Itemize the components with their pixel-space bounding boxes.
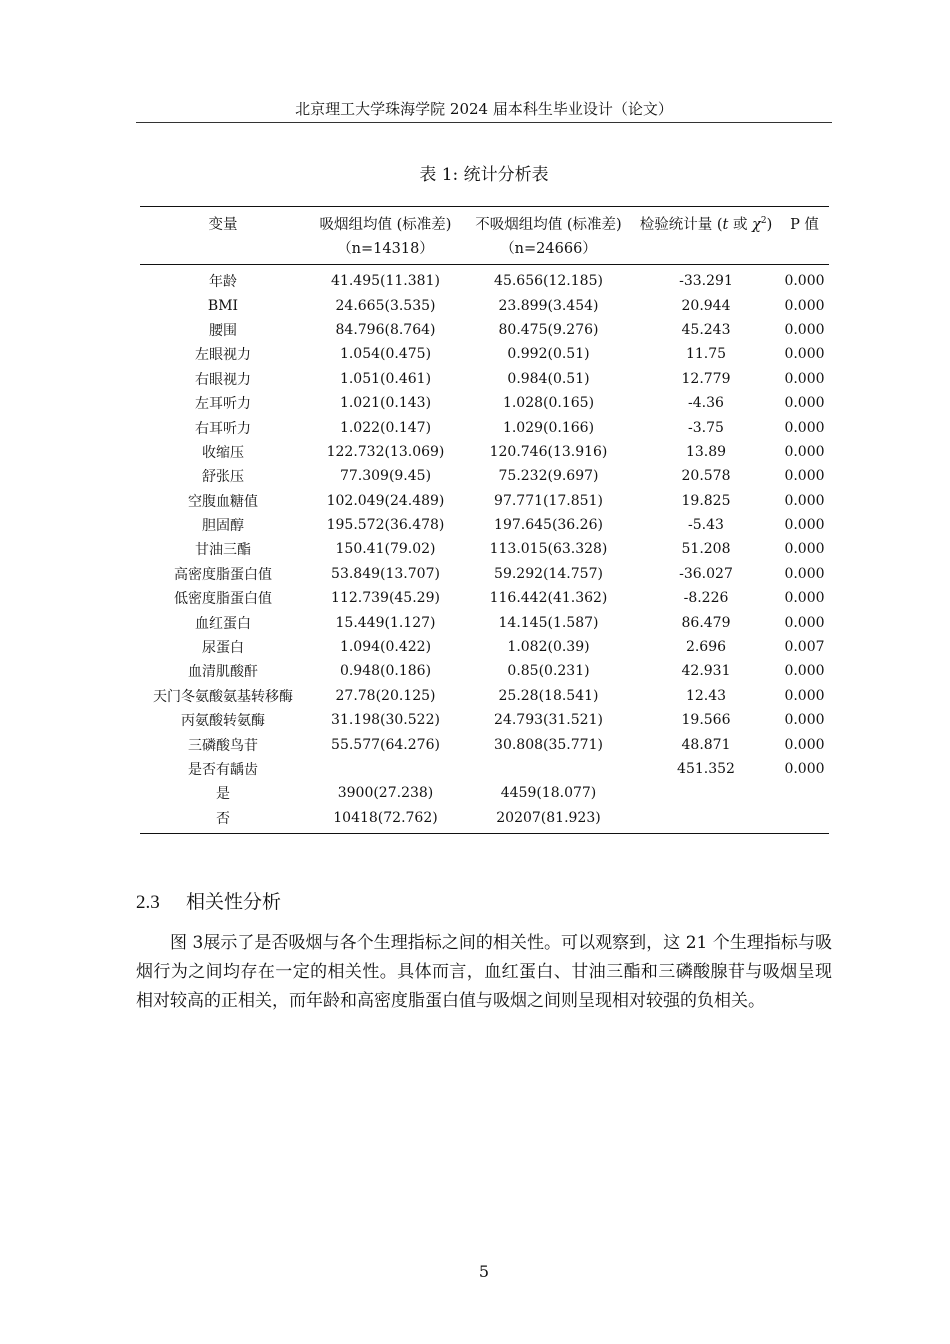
cell-statistic: 86.479 [681,614,731,631]
table-row [140,318,829,342]
cell-statistic [632,806,780,834]
table-row [140,489,829,513]
cell-statistic: 45.243 [681,321,731,338]
cell-variable: 天门冬氨酸氨基转移酶 [153,688,293,705]
cell-nonsmoker-mean: 197.645(36.26) [494,517,603,534]
cell-p-value: 0.000 [784,443,825,460]
cell-nonsmoker-mean: 116.442(41.362) [489,590,608,607]
cell-variable: 否 [140,806,306,834]
table-row [140,732,829,756]
cell-p-value: 0.000 [784,712,825,729]
cell-statistic: 19.566 [681,712,731,729]
cell-nonsmoker-mean: 30.808(35.771) [494,736,603,753]
cell-statistic: -8.226 [683,590,729,607]
table-row [140,367,829,391]
cell-nonsmoker-mean [465,757,632,781]
cell-nonsmoker-mean: 0.984(0.51) [507,370,590,387]
table-row [140,684,829,708]
header-nonsmoker: 不吸烟组均值 (标准差) [465,207,632,236]
table-header-row [140,207,829,236]
cell-variable: 血红蛋白 [195,615,251,632]
header-statistic-mid: 或 [728,216,753,233]
cell-nonsmoker-mean: 24.793(31.521) [494,712,603,729]
cell-statistic: 20.944 [681,297,731,314]
cell-smoker-mean: 122.732(13.069) [326,443,445,460]
cell-statistic: 20.578 [681,468,731,485]
table-row [140,440,829,464]
table-row [140,586,829,610]
table-row [140,781,829,805]
cell-nonsmoker-mean: 23.899(3.454) [498,297,599,314]
cell-statistic: 12.779 [681,370,731,387]
header-empty [140,235,306,265]
cell-smoker-mean: 10418(72.762) [306,806,465,834]
running-header: 北京理工大学珠海学院 2024 届本科生毕业设计（论文） [295,100,673,118]
cell-p-value: 0.000 [784,346,825,363]
cell-variable: 三磷酸鸟苷 [188,737,258,754]
header-statistic-suffix: ) [766,216,773,233]
header-p-value: P 值 [780,207,829,236]
cell-variable: 右眼视力 [195,371,251,388]
cell-nonsmoker-mean: 1.082(0.39) [507,639,590,656]
cell-variable: 年龄 [209,274,237,291]
statistics-table [140,206,829,834]
cell-p-value: 0.007 [784,639,825,656]
cell-smoker-mean: 1.051(0.461) [339,370,432,387]
cell-statistic: 48.871 [681,736,731,753]
cell-smoker-mean: 102.049(24.489) [326,492,445,509]
section-number: 2.3 [136,892,160,913]
cell-nonsmoker-mean: 113.015(63.328) [489,541,608,558]
table-row [140,610,829,634]
header-smoker: 吸烟组均值 (标准差) [306,207,465,236]
cell-statistic: -33.291 [679,273,733,290]
cell-p-value: 0.000 [784,590,825,607]
cell-smoker-mean: 27.78(20.125) [335,687,436,704]
cell-p-value: 0.000 [784,395,825,412]
header-statistic-t: t [722,216,729,233]
cell-variable: 空腹血糖值 [188,493,258,510]
table-row [140,415,829,439]
cell-p-value [780,781,829,805]
cell-statistic: -36.027 [679,565,733,582]
cell-statistic: 11.75 [685,346,727,363]
cell-variable: 左耳听力 [195,396,251,413]
cell-nonsmoker-mean: 4459(18.077) [500,785,597,802]
cell-variable: 右耳听力 [195,420,251,437]
cell-p-value: 0.000 [784,541,825,558]
cell-statistic: 2.696 [685,639,727,656]
cell-variable: 丙氨酸转氨酶 [181,713,265,730]
cell-variable: 左眼视力 [195,347,251,364]
cell-smoker-mean: 112.739(45.29) [331,590,440,607]
cell-smoker-mean: 77.309(9.45) [339,468,432,485]
table-row [140,342,829,366]
cell-variable: 血清肌酸酐 [188,664,258,681]
cell-statistic [632,781,780,805]
table-row [140,537,829,561]
cell-nonsmoker-mean: 0.85(0.231) [507,663,590,680]
cell-variable: 收缩压 [202,444,244,461]
cell-variable: 是 [216,786,230,803]
cell-variable: BMI [207,297,239,314]
table-row [140,391,829,415]
cell-p-value: 0.000 [784,687,825,704]
table-row [140,293,829,317]
table-row [140,635,829,659]
cell-p-value: 0.000 [784,663,825,680]
cell-nonsmoker-mean: 80.475(9.276) [498,321,599,338]
cell-statistic: 42.931 [681,663,731,680]
cell-statistic: 13.89 [685,443,727,460]
header-statistic-chi: χ [752,216,761,233]
cell-statistic: 12.43 [685,687,727,704]
cell-p-value: 0.000 [784,321,825,338]
header-smoker-n: （n=14318） [306,235,465,265]
cell-statistic: 51.208 [681,541,731,558]
table-row [140,265,829,294]
cell-variable: 甘油三酯 [195,542,251,559]
table-header-subrow [140,235,829,265]
header-statistic-prefix: 检验统计量 ( [639,216,723,233]
cell-statistic: -5.43 [688,517,724,534]
table-row [140,757,829,781]
cell-nonsmoker-mean: 59.292(14.757) [494,565,603,582]
cell-p-value: 0.000 [784,761,825,777]
cell-smoker-mean: 1.094(0.422) [339,639,432,656]
table-caption: 表 1: 统计分析表 [419,165,549,185]
cell-smoker-mean: 1.054(0.475) [339,346,432,363]
body-paragraph: 图 3展示了是否吸烟与各个生理指标之间的相关性。可以观察到，这 21 个生理指标与吸烟行为之间均存在一定的相关性。具体而言，血红蛋白、甘油三酯和三磷酸腺苷与吸烟呈现相对较高的正相关，而年龄和高密度脂蛋白值与吸烟之间则呈现相对较强的负相关。 [136,933,832,1011]
cell-p-value: 0.000 [784,492,825,509]
cell-p-value: 0.000 [784,419,825,436]
cell-nonsmoker-mean: 25.28(18.541) [498,687,599,704]
cell-p-value: 0.000 [784,517,825,534]
cell-smoker-mean: 150.41(79.02) [335,541,436,558]
cell-nonsmoker-mean: 120.746(13.916) [489,443,608,460]
page-number: 5 [478,1262,490,1281]
cell-variable: 是否有龋齿 [188,762,258,778]
cell-p-value: 0.000 [784,468,825,485]
cell-smoker-mean: 55.577(64.276) [331,736,440,753]
cell-nonsmoker-mean: 97.771(17.851) [494,492,603,509]
header-empty [632,235,780,265]
cell-smoker-mean: 1.022(0.147) [339,419,432,436]
cell-smoker-mean: 0.948(0.186) [339,663,432,680]
cell-p-value: 0.000 [784,565,825,582]
header-empty [780,235,829,265]
statistics-table-container [140,206,829,834]
cell-statistic: -3.75 [688,419,724,436]
header-nonsmoker-n: （n=24666） [465,235,632,265]
cell-smoker-mean [306,757,465,781]
cell-variable: 舒张压 [202,469,244,486]
cell-p-value: 0.000 [784,614,825,631]
cell-smoker-mean: 41.495(11.381) [331,273,440,290]
cell-smoker-mean: 15.449(1.127) [335,614,436,631]
table-row [140,464,829,488]
header-variable: 变量 [140,207,306,236]
cell-statistic: 451.352 [677,761,735,777]
cell-smoker-mean: 195.572(36.478) [326,517,445,534]
cell-smoker-mean: 24.665(3.535) [335,297,436,314]
table-row [140,806,829,834]
section-heading [136,888,281,917]
cell-variable: 胆固醇 [202,518,244,535]
cell-smoker-mean: 1.021(0.143) [339,395,432,412]
cell-smoker-mean: 84.796(8.764) [335,321,436,338]
cell-statistic: -4.36 [688,395,724,412]
header-statistic-sup: 2 [760,215,767,226]
cell-p-value: 0.000 [784,736,825,753]
cell-nonsmoker-mean: 14.145(1.587) [498,614,599,631]
cell-smoker-mean: 3900(27.238) [337,785,434,802]
table-row [140,708,829,732]
cell-nonsmoker-mean: 1.028(0.165) [502,395,595,412]
cell-smoker-mean: 31.198(30.522) [331,712,440,729]
cell-smoker-mean: 53.849(13.707) [331,565,440,582]
header-statistic [632,207,780,236]
cell-variable: 高密度脂蛋白值 [174,566,272,583]
cell-variable: 尿蛋白 [202,640,244,657]
cell-nonsmoker-mean: 75.232(9.697) [498,468,599,485]
table-body [140,265,829,834]
table-row [140,659,829,683]
cell-variable: 腰围 [209,322,237,339]
section-title: 相关性分析 [186,891,282,913]
cell-nonsmoker-mean: 45.656(12.185) [494,273,603,290]
cell-p-value: 0.000 [784,297,825,314]
cell-nonsmoker-mean: 0.992(0.51) [507,346,590,363]
cell-p-value: 0.000 [784,273,825,290]
cell-nonsmoker-mean: 1.029(0.166) [502,419,595,436]
cell-p-value: 0.000 [784,370,825,387]
cell-statistic: 19.825 [681,492,731,509]
cell-p-value [780,806,829,834]
cell-nonsmoker-mean: 20207(81.923) [465,806,632,834]
table-row [140,562,829,586]
cell-variable: 低密度脂蛋白值 [174,591,272,608]
table-row [140,513,829,537]
header-rule [136,122,832,123]
